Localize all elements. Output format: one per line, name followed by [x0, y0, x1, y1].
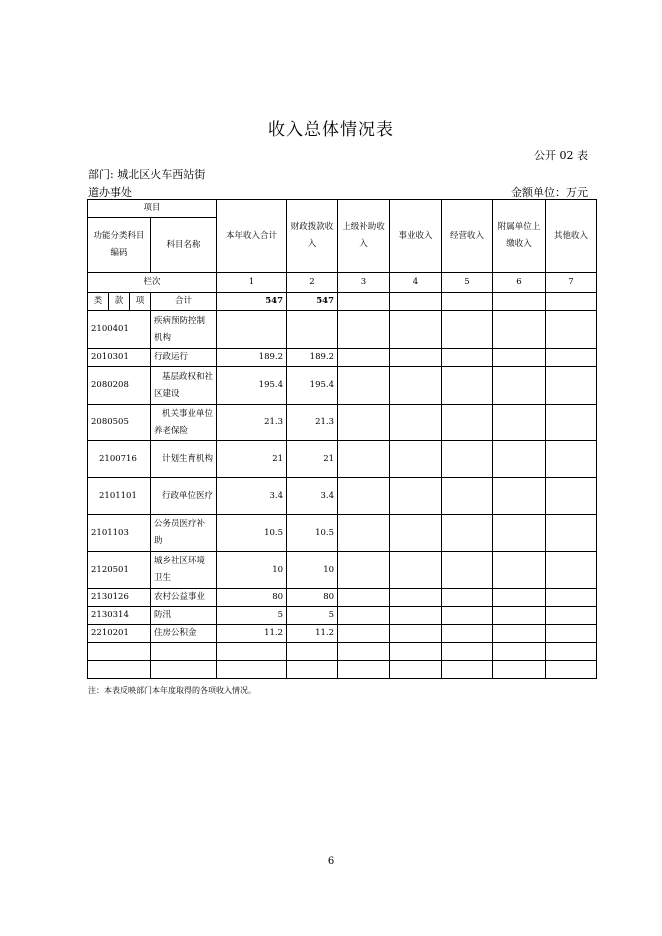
row-total-income: 10 — [217, 552, 287, 589]
empty-cell — [442, 515, 493, 552]
empty-cell — [338, 311, 390, 349]
table-row — [88, 589, 597, 607]
empty-cell — [546, 311, 597, 349]
row-subject-name: 机关事业单位养老保险 — [151, 405, 217, 441]
row-subject-name: 疾病预防控制机构 — [151, 311, 217, 349]
empty-cell — [338, 625, 390, 643]
row-code: 2080505 — [88, 405, 151, 441]
header-superior: 上级补助收入 — [338, 200, 390, 273]
table-row — [88, 607, 597, 625]
empty-cell — [546, 441, 597, 478]
row-total-income: 10.5 — [217, 515, 287, 552]
empty-cell — [493, 552, 546, 589]
table-row — [88, 552, 597, 589]
fiscal-total-value: 547 — [287, 293, 338, 311]
col-num: 7 — [546, 273, 597, 293]
table-header — [88, 200, 597, 311]
row-code: 2101101 — [88, 478, 151, 515]
table-body — [88, 311, 597, 679]
header-business: 事业收入 — [390, 200, 442, 273]
empty-row — [88, 643, 597, 661]
row-fiscal: 11.2 — [287, 625, 338, 643]
empty-cell — [493, 625, 546, 643]
col-num: 3 — [338, 273, 390, 293]
empty-cell — [338, 405, 390, 441]
row-fiscal: 10.5 — [287, 515, 338, 552]
department-line-1: 部门: 城北区火车西站街 — [88, 168, 206, 181]
empty-cell — [442, 478, 493, 515]
row-fiscal: 3.4 — [287, 478, 338, 515]
empty-cell — [442, 607, 493, 625]
table-note: 注：本表反映部门本年度取得的各项收入情况。 — [88, 686, 256, 695]
row-subject-name: 住房公积金 — [151, 625, 217, 643]
empty-cell — [390, 311, 442, 349]
header-fiscal: 财政拨款收入 — [287, 200, 338, 273]
row-code: 2130126 — [88, 589, 151, 607]
header-operating: 经营收入 — [442, 200, 493, 273]
empty-cell — [338, 349, 390, 367]
empty-cell — [442, 405, 493, 441]
page-title: 收入总体情况表 — [268, 120, 394, 140]
header-lei: 类 — [88, 293, 109, 311]
empty-cell — [338, 589, 390, 607]
empty-cell — [546, 349, 597, 367]
row-total-income: 21.3 — [217, 405, 287, 441]
department-line-2: 道办事处 — [88, 186, 132, 199]
col-num: 6 — [493, 273, 546, 293]
empty-cell — [493, 349, 546, 367]
row-total-income: 80 — [217, 589, 287, 607]
header-kuan: 款 — [109, 293, 130, 311]
col-num: 5 — [442, 273, 493, 293]
row-code: 2101103 — [88, 515, 151, 552]
header-subject-name: 科目名称 — [151, 218, 217, 273]
empty-cell — [390, 515, 442, 552]
empty-cell — [546, 515, 597, 552]
row-subject-name: 基层政权和社区建设 — [151, 367, 217, 405]
row-total-income: 21 — [217, 441, 287, 478]
empty-cell — [338, 367, 390, 405]
empty-cell — [390, 478, 442, 515]
empty-cell — [546, 625, 597, 643]
table-row — [88, 441, 597, 478]
row-total-income: 5 — [217, 607, 287, 625]
row-subject-name: 公务员医疗补助 — [151, 515, 217, 552]
row-subject-name: 防汛 — [151, 607, 217, 625]
empty-cell — [390, 607, 442, 625]
table-row — [88, 367, 597, 405]
row-subject-name: 行政单位医疗 — [151, 478, 217, 515]
row-code: 2210201 — [88, 625, 151, 643]
empty-cell — [493, 515, 546, 552]
row-code: 2010301 — [88, 349, 151, 367]
empty-cell — [390, 552, 442, 589]
table-row — [88, 625, 597, 643]
row-total-income: 3.4 — [217, 478, 287, 515]
empty-cell — [493, 478, 546, 515]
empty-cell — [493, 607, 546, 625]
empty-cell — [390, 349, 442, 367]
empty-row — [88, 661, 597, 679]
empty-cell — [546, 405, 597, 441]
header-affiliated: 附属单位上缴收入 — [493, 200, 546, 273]
empty-cell — [390, 589, 442, 607]
header-func-code: 功能分类科目编码 — [88, 218, 151, 273]
row-total-income: 189.2 — [217, 349, 287, 367]
row-subject-name: 计划生育机构 — [151, 441, 217, 478]
empty-cell — [493, 441, 546, 478]
empty-cell — [338, 515, 390, 552]
row-fiscal: 195.4 — [287, 367, 338, 405]
col-num: 2 — [287, 273, 338, 293]
empty-cell — [390, 625, 442, 643]
table-row — [88, 515, 597, 552]
row-fiscal: 21 — [287, 441, 338, 478]
empty-cell — [493, 311, 546, 349]
row-fiscal: 5 — [287, 607, 338, 625]
empty-cell — [546, 589, 597, 607]
empty-cell — [338, 607, 390, 625]
amount-unit: 金额单位：万元 — [511, 186, 588, 199]
empty-cell — [493, 367, 546, 405]
col-num: 4 — [390, 273, 442, 293]
empty-cell — [338, 441, 390, 478]
empty-cell — [546, 552, 597, 589]
empty-cell — [546, 478, 597, 515]
row-code: 2120501 — [88, 552, 151, 589]
empty-cell — [442, 349, 493, 367]
row-subject-name: 城乡社区环境卫生 — [151, 552, 217, 589]
empty-cell — [546, 367, 597, 405]
row-total-income — [217, 311, 287, 349]
row-code: 2130314 — [88, 607, 151, 625]
header-total-income: 本年收入合计 — [217, 200, 287, 273]
table-row — [88, 478, 597, 515]
row-code: 2080208 — [88, 367, 151, 405]
empty-cell — [338, 478, 390, 515]
form-number: 公开 02 表 — [534, 149, 588, 162]
row-fiscal: 21.3 — [287, 405, 338, 441]
header-item: 项目 — [88, 200, 217, 218]
header-other: 其他收入 — [546, 200, 597, 273]
empty-cell — [442, 625, 493, 643]
row-subject-name: 农村公益事业 — [151, 589, 217, 607]
empty-cell — [493, 589, 546, 607]
row-fiscal: 10 — [287, 552, 338, 589]
total-value: 547 — [217, 293, 287, 311]
empty-cell — [546, 607, 597, 625]
empty-cell — [390, 441, 442, 478]
row-fiscal — [287, 311, 338, 349]
row-total-income: 11.2 — [217, 625, 287, 643]
table-row — [88, 311, 597, 349]
header-xiang: 项 — [130, 293, 151, 311]
empty-cell — [442, 367, 493, 405]
empty-cell — [442, 552, 493, 589]
page-number: 6 — [327, 856, 335, 867]
header-heji: 合计 — [151, 293, 217, 311]
empty-cell — [442, 589, 493, 607]
empty-cell — [390, 405, 442, 441]
row-total-income: 195.4 — [217, 367, 287, 405]
row-fiscal: 189.2 — [287, 349, 338, 367]
col-num: 1 — [217, 273, 287, 293]
row-subject-name: 行政运行 — [151, 349, 217, 367]
table-row — [88, 349, 597, 367]
empty-cell — [338, 552, 390, 589]
income-table — [87, 199, 597, 679]
row-code: 2100401 — [88, 311, 151, 349]
empty-cell — [493, 405, 546, 441]
header-lanci: 栏次 — [88, 273, 217, 293]
table-row — [88, 405, 597, 441]
row-fiscal: 80 — [287, 589, 338, 607]
empty-cell — [442, 441, 493, 478]
row-code: 2100716 — [88, 441, 151, 478]
empty-cell — [442, 311, 493, 349]
empty-cell — [390, 367, 442, 405]
